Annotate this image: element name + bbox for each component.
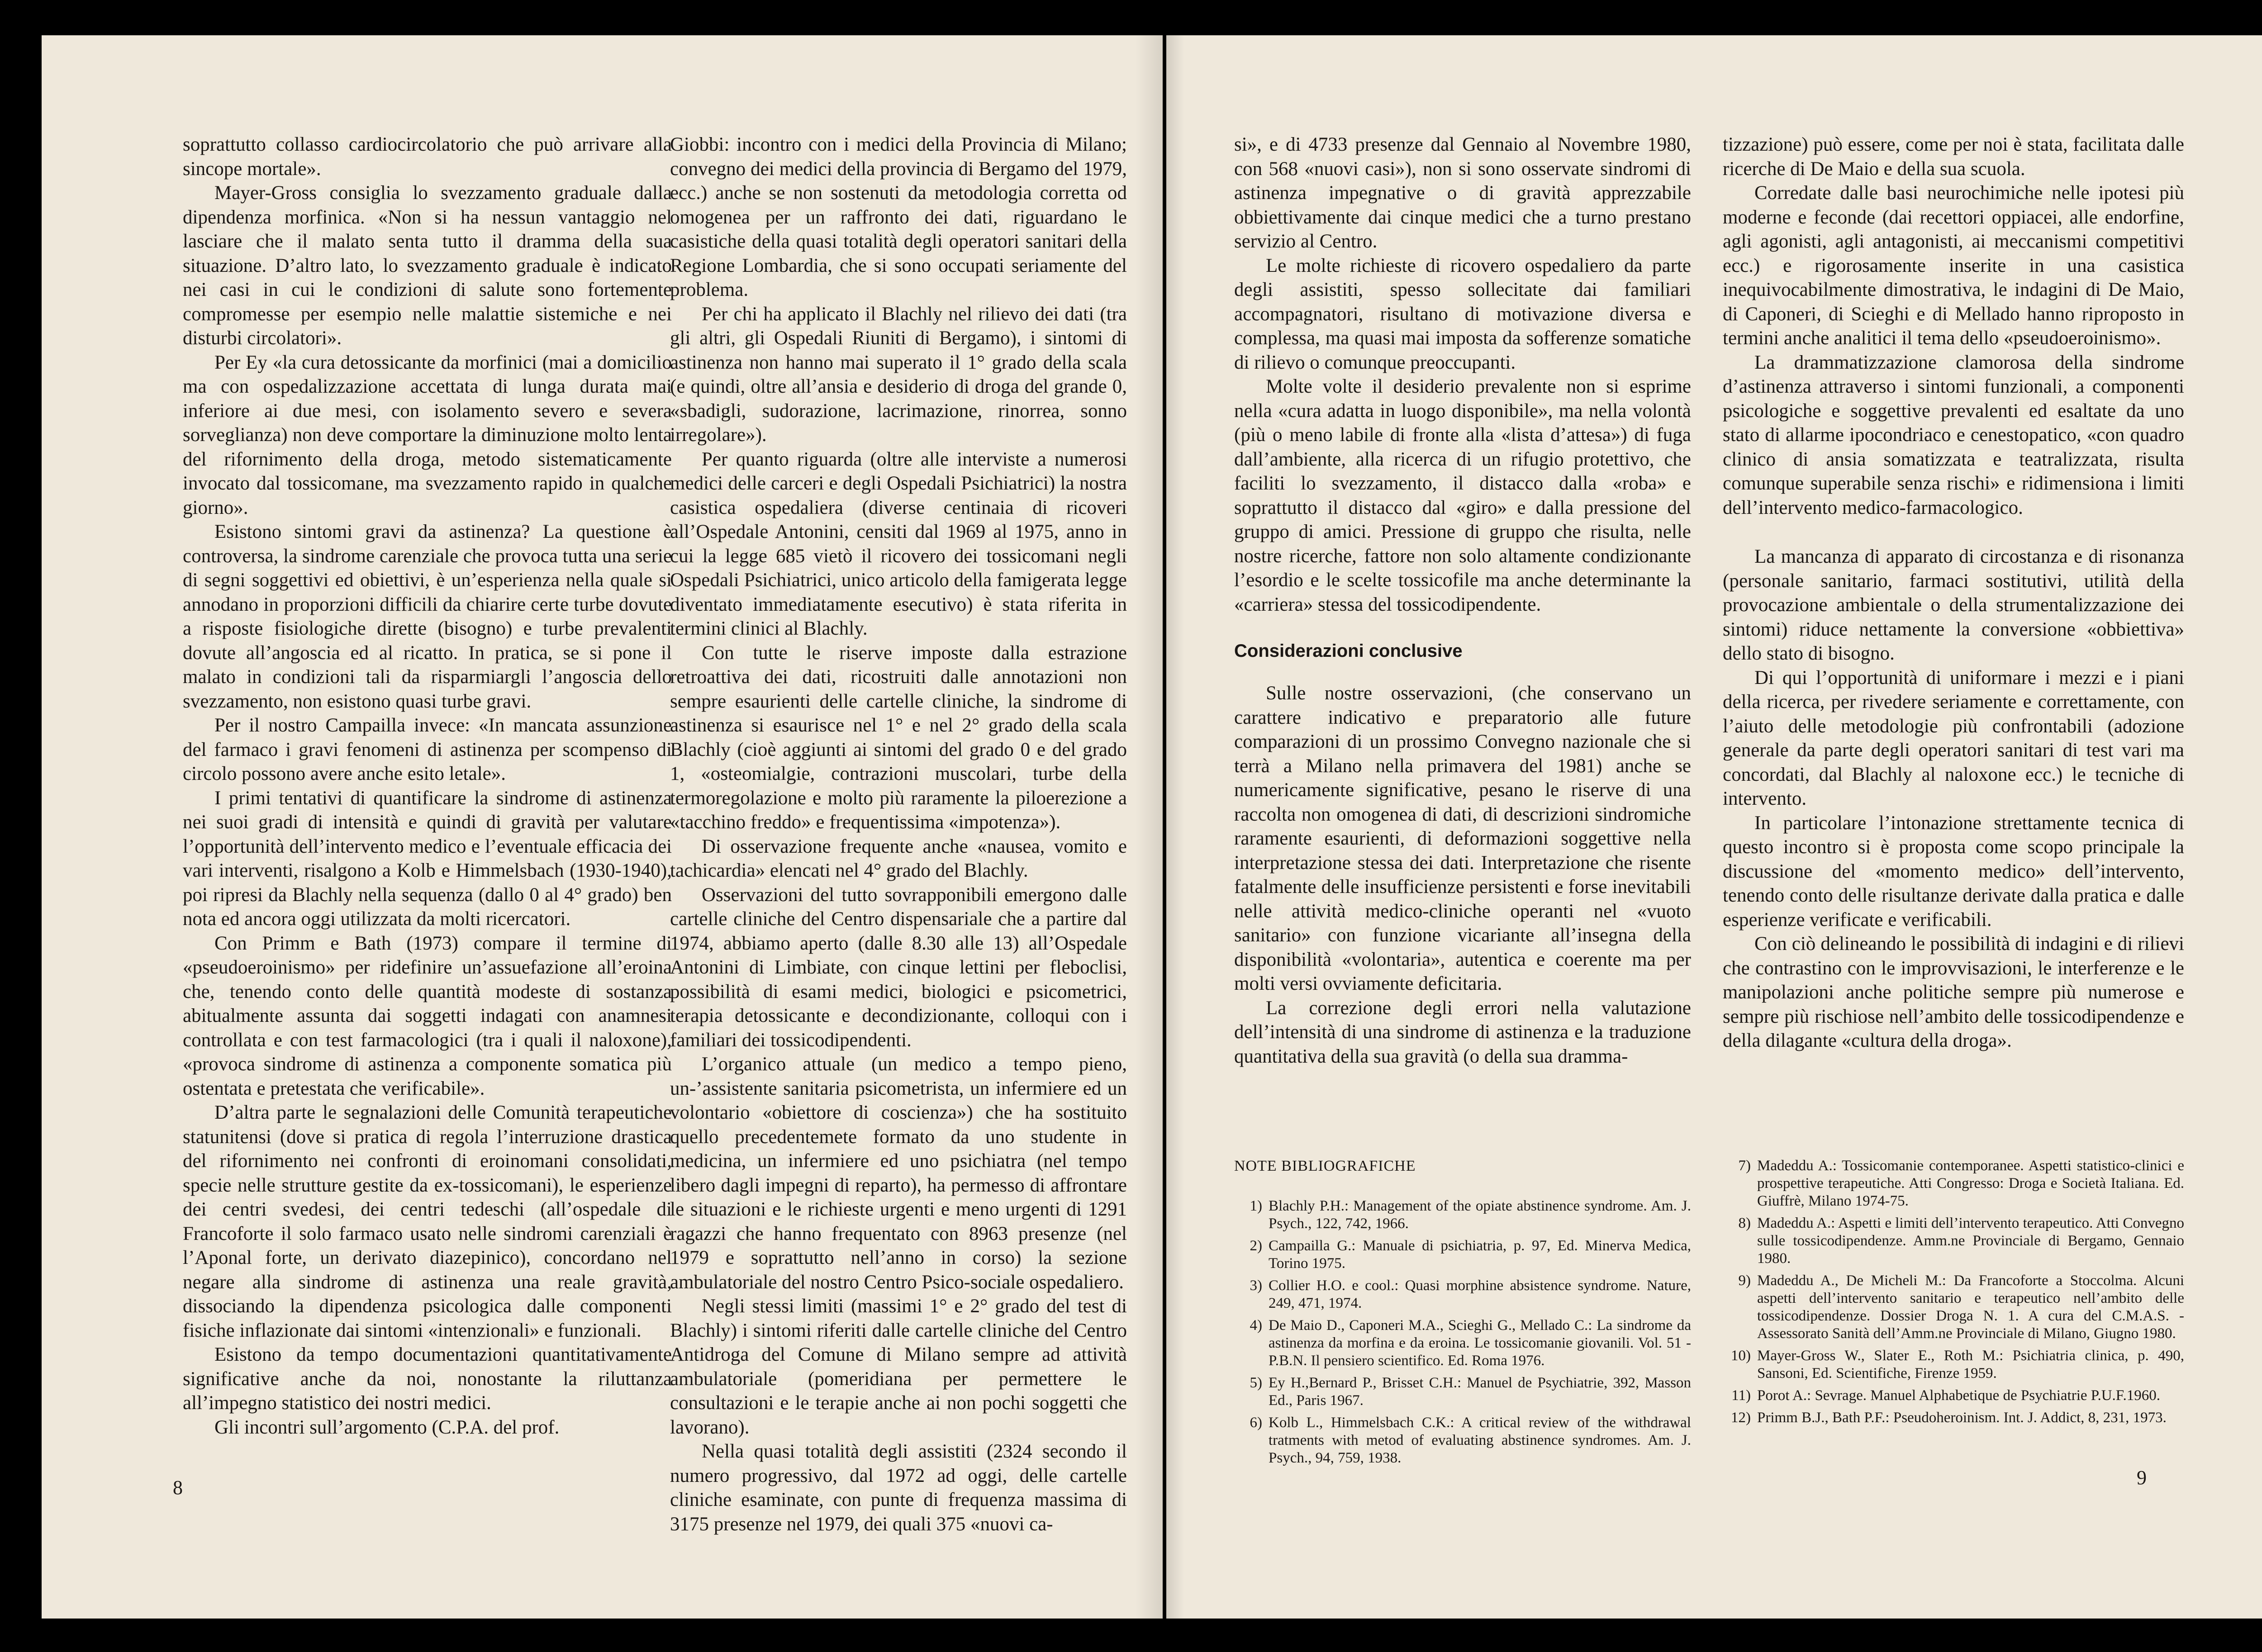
- paragraph: I primi tentativi di quantificare la sindrome di astinenza nei suoi gradi di intensità e quindi di gravità per valutare l’opportunità dell’intervento medico e l’eventuale efficacia dei vari interventi, risalgono a Kolb e Himmelsbach (1930-1940), poi ripresi da Blachly nella sequenza (dallo 0 al 4° grado) ben nota ed ancora oggi utilizzata da molti ricercatori.: [183, 787, 672, 930]
- bibliography-entry-number: 11): [1731, 1387, 1751, 1404]
- bibliography-entry: [1234, 1374, 1691, 1410]
- bibliography-entry: [1234, 1197, 1691, 1233]
- bibliography-entry-text: Madeddu A., De Micheli M.: Da Francoforte a Stoccolma. Alcuni aspetti dell’intervento sanitario e terapeutico nell’ambito delle tossicodipendenze. Dossier Droga N. 1. A cura del C.M.A.S. - Assessorato Sanità dell’Amm.ne Provinciale di Milano, Giugno 1980.: [1757, 1272, 2184, 1342]
- right-page: [1166, 35, 2262, 1619]
- bibliography-entry-number: 5): [1250, 1375, 1262, 1391]
- page-number-right: 9: [2137, 1467, 2147, 1489]
- bibliography-entry-number: 2): [1250, 1238, 1262, 1254]
- paragraph: Per Ey «la cura detossicante da morfinici (mai a domicilio ma con ospedalizzazione accettata di lunga durata mai inferiore ai due mesi, con isolamento severo e severa sorveglianza) non deve comportare la diminuzione molto lenta del rifornimento della droga, metodo sistematicamente invocato dal tossicomane, ma svezzamento rapido in qualche giorno».: [183, 351, 672, 518]
- spine-shadow: [1166, 35, 1184, 1619]
- left-page: [42, 35, 1163, 1619]
- paragraph: La mancanza di apparato di circostanza e di risonanza (personale sanitario, farmaci sostitutivi, utilità della provocazione ambientale o della strumentalizzazione dei sintomi) riduce nettamente la conversione «obbiettiva» dello stato di bisogno.: [1723, 546, 2184, 664]
- bibliography-entry-text: Porot A.: Sevrage. Manuel Alphabetique de Psychiatrie P.U.F.1960.: [1757, 1387, 2160, 1404]
- paragraph: Le molte richieste di ricovero ospedaliero da parte degli assistiti, spesso sollecitate dai familiari accompagnatori, risultano di motivazione diversa e complessa, ma quasi mai imposta da sofferenze somatiche di rilievo o comunque preoccupanti.: [1234, 255, 1691, 373]
- bibliography-entry-text: Collier H.O. e cool.: Quasi morphine absistence syndrome. Nature, 249, 471, 1974.: [1269, 1277, 1691, 1311]
- bibliography-entry-number: 8): [1738, 1215, 1751, 1231]
- bibliography-entry: [1234, 1237, 1691, 1272]
- paragraph: Con Primm e Bath (1973) compare il termine di «pseudoeroinismo» per ridefinire un’assuefazione all’eroina che, tenendo conto delle quantità modeste di sostanza abitualmente assunta dai soggetti indagati con anamnesi controllata e con test farmacologici (tra i quali il naloxone), «provoca sindrome di astinenza a componente somatica più ostentata e pretestata che verificabile».: [183, 932, 672, 1099]
- paragraph: Esistono da tempo documentazioni quantitativamente significative anche da noi, nonostante la riluttanza all’impegno statistico dei nostri medici.: [183, 1344, 672, 1414]
- bibliography-list-right: [1723, 1157, 2184, 1427]
- paragraph: Molte volte il desiderio prevalente non si esprime nella «cura adatta in luogo disponibile», ma nella volontà (più o meno labile di fronte alla «lista d’attesa») di fuga dall’ambiente, alla ricerca di un rifugio protettivo, che faciliti lo svezzamento, il distacco dalla «roba» e soprattutto il distacco dal «giro» e dalla pressione del gruppo di amici. Pressione di gruppo che risulta, nelle nostre ricerche, fattore non solo altamente condizionante l’esordio e le scelte tossicofile ma anche determinante la «carriera» stessa del tossicodipendente.: [1234, 376, 1691, 615]
- bibliography-entry: [1234, 1414, 1691, 1467]
- paragraph: In particolare l’intonazione strettamente tecnica di questo incontro si è proposta come scopo principale la discussione del «momento medico» dell’intervento, tenendo conto delle risultanze derivate dalla pratica e dalle esperienze verificate e verificabili.: [1723, 812, 2184, 930]
- paragraph: La drammatizzazione clamorosa della sindrome d’astinenza attraverso i sintomi funzionali, a componenti psicologiche e soggettive prevalenti ed esaltate da uno stato di allarme ipocondriaco e cenestopatico, «con quadro clinico di ansia somatizzata e teatralizzata, risulta comunque superabile senza rischi» e ridimensiona i limiti dell’intervento medico-farmacologico.: [1723, 351, 2184, 518]
- bibliography-entry-text: Campailla G.: Manuale di psichiatria, p. 97, Ed. Minerva Medica, Torino 1975.: [1269, 1238, 1691, 1272]
- paragraph: Gli incontri sull’argomento (C.P.A. del prof.: [214, 1416, 560, 1438]
- paragraph: Corredate dalle basi neurochimiche nelle ipotesi più moderne e feconde (dai recettori oppiacei, alle endorfine, agli agonisti, agli antagonisti, ai meccanismi competitivi ecc.) e rigorosamente inserite in una casistica inequivocabilmente dimostrativa, le indagini di De Maio, di Caponeri, di Scieghi e di Mellado hanno riproposto in termini anche analitici il tema dello «pseudoeroinismo».: [1723, 182, 2184, 349]
- bibliography-entry: [1723, 1347, 2184, 1382]
- bibliography-entry-text: Mayer-Gross W., Slater E., Roth M.: Psichiatria clinica, p. 490, Sansoni, Ed. Scientifiche, Firenze 1959.: [1757, 1348, 2184, 1381]
- bibliography-entry-text: Ey H.,Bernard P., Brisset C.H.: Manuel de Psychiatrie, 392, Masson Ed., Paris 1967.: [1269, 1375, 1691, 1409]
- paragraph: Di qui l’opportunità di uniformare i mezzi e i piani della ricerca, per rivedere seriamente e correttamente, con l’aiuto delle metodologie più confrontabili (adozione generale da parte degli operatori sanitari di test vari ma concordati, dal Blachly al naloxone ecc.) le tecniche di intervento.: [1723, 667, 2184, 809]
- bibliography-entry-text: Madeddu A.: Tossicomanie contemporanee. Aspetti statistico-clinici e prospettive terapeutiche. Atti Congresso: Droga e Società Italiana. Ed. Giuffrè, Milano 1974-75.: [1757, 1158, 2184, 1209]
- paragraph: Negli stessi limiti (massimi 1° e 2° grado del test di Blachly) i sintomi riferiti dalle cartelle cliniche del Centro Antidroga del Comune di Milano sempre ad attività ambulatoriale (pomeridiana per permettere le consultazioni e le terapie anche ai non pochi soggetti che lavorano).: [670, 1296, 1127, 1438]
- bibliography-entry: [1234, 1317, 1691, 1370]
- paragraph: Sulle nostre osservazioni, (che conservano un carattere indicativo e preparatorio alle future comparazioni di un prossimo Convegno nazionale che si terrà a Milano nella primavera del 1981) anche se numericamente significative, pesano le riserve di una raccolta non omogenea di dati, di descrizioni sindromiche raramente esaurienti, di deformazioni soggettive nella interpretazione stessa dei dati. Interpretazione che risente fatalmente delle insufficienze persistenti e forse inevitabili nelle attività medico-cliniche operanti nel «vuoto sanitario» con funzione vicariante all’insegna della disponibilità «volontaria», autentica e coerente ma per molti versi ovviamente deficitaria.: [1234, 683, 1691, 994]
- bibliography-entry: [1723, 1387, 2184, 1405]
- spine-shadow: [1136, 35, 1163, 1619]
- paragraph: Esistono sintomi gravi da astinenza? La questione è controversa, la sindrome carenziale che provoca tutta una serie di segni soggettivi ed obiettivi, è un’esperienza nella quale si annodano in proporzioni difficili da chiarire certe turbe dovute a risposte fisiologiche dirette (bisogno) e turbe prevalenti dovute all’angoscia ed al ricatto. In pratica, se si pone il malato in condizioni tali da risparmiargli l’angoscia dello svezzamento, non esistono quasi turbe gravi.: [183, 521, 672, 712]
- bibliography-title: NOTE BIBLIOGRAFICHE: [1234, 1158, 1416, 1174]
- page-number-left: 8: [173, 1476, 183, 1499]
- paragraph: Mayer-Gross consiglia lo svezzamento graduale dalla dipendenza morfinica. «Non si ha nessun vantaggio nel lasciare che il malato senta tutto il dramma della sua situazione. D’altro lato, lo svezzamento graduale è indicato nei casi in cui le condizioni di salute sono fortemente compromesse per esempio nelle malattie sistemiche e nei disturbi circolatori».: [183, 182, 672, 349]
- bibliography-entry-number: 3): [1250, 1277, 1262, 1294]
- paragraph: si», e di 4733 presenze dal Gennaio al Novembre 1980, con 568 «nuovi casi»), non si sono osservate sindromi di astinenza impegnative o di gravità apprezzabile obbiettivamente dai cinque medici che a turno prestano servizio al Centro.: [1234, 134, 1691, 252]
- bibliography-entry-text: De Maio D., Caponeri M.A., Scieghi G., Mellado C.: La sindrome da astinenza da morfina e da eroina. Le tossicomanie giovanili. Vol. 51 - P.B.N. Il pensiero scientifico. Ed. Roma 1976.: [1269, 1317, 1691, 1369]
- paragraph: tizzazione) può essere, come per noi è stata, facilitata dalle ricerche di De Maio e della sua scuola.: [1723, 134, 2184, 180]
- paragraph: Con tutte le riserve imposte dalla estrazione retroattiva dei dati, ricostruiti dalle annotazioni non sempre esaurienti delle cartelle cliniche, la sindrome di astinenza si esaurisce nel 1° e nel 2° grado della scala Blachly (cioè aggiunti ai sintomi del grado 0 e del grado 1, «osteomialgie, contrazioni muscolari, turbe della termoregolazione e molto più raramente la piloerezione a «tacchino freddo» e frequentissima «impotenza»).: [670, 642, 1127, 833]
- paragraph: Per quanto riguarda (oltre alle interviste a numerosi medici delle carceri e degli Ospedali Psichiatrici) la nostra casistica ospedaliera (diverse centinaia di ricoveri all’Ospedale Antonini, censiti dal 1969 al 1975, anno in cui la legge 685 vietò il ricovero dei tossicomani negli Ospedali Psichiatrici, unico articolo della famigerata legge diventato immediatamente esecutivo) è stata riferita in termini clinici al Blachly.: [670, 448, 1127, 639]
- bibliography-list-left: [1234, 1197, 1691, 1467]
- section-heading: Considerazioni conclusive: [1234, 641, 1463, 661]
- bibliography-entry-text: Madeddu A.: Aspetti e limiti dell’intervento terapeutico. Atti Convegno sulle tossicodipendenze. Amm.ne Provinciale di Bergamo, Gennaio 1980.: [1757, 1215, 2184, 1267]
- bibliography-entry-number: 12): [1731, 1410, 1751, 1426]
- paragraph: D’altra parte le segnalazioni delle Comunità terapeutiche statunitensi (dove si pratica di regola l’interruzione drastica del rifornimento nei confronti di eroinomani consolidati, specie nelle strutture gestite da ex-tossicomani), le esperienze dei centri svedesi, dei centri tedeschi (all’ospedale di Francoforte il solo farmaco usato nelle sindromi carenziali è l’Aponal forte, un derivato diazepinico), concordano nel negare alla sindrome di astinenza una reale gravità, dissociando la dipendenza psicologica dalle componenti fisiche inflazionate dai sintomi «intenzionali» e funzionali.: [183, 1102, 672, 1341]
- paragraph: Per chi ha applicato il Blachly nel rilievo dei dati (tra gli altri, gli Ospedali Riuniti di Bergamo), i sintomi di astinenza non hanno mai superato il 1° grado della scala (e quindi, oltre all’ansia e desiderio di droga del grande 0, «sbadigli, sudorazione, lacrimazione, rinorrea, sonno irregolare»).: [670, 303, 1127, 446]
- bibliography-entry-number: 6): [1250, 1415, 1262, 1431]
- bibliography-entry: [1234, 1277, 1691, 1312]
- bibliography-entry: [1723, 1215, 2184, 1267]
- bibliography-entry-text: Blachly P.H.: Management of the opiate abstinence syndrome. Am. J. Psych., 122, 742, 1966.: [1269, 1198, 1691, 1232]
- paragraph: Nella quasi totalità degli assistiti (2324 secondo il numero progressivo, dal 1972 ad oggi, delle cartelle cliniche esaminate, con punte di frequenza massima di 3175 presenze nel 1979, dei quali 375 «nuovi ca-: [670, 1441, 1127, 1535]
- right-column-2: [1723, 133, 2184, 1053]
- bibliography-entry-number: 10): [1731, 1348, 1751, 1364]
- right-column-1: [1234, 133, 1691, 1068]
- right-column-1-top: [1234, 133, 1691, 617]
- bibliography-entry-number: 4): [1250, 1317, 1262, 1334]
- paragraph: Per il nostro Campailla invece: «In mancata assunzione del farmaco i gravi fenomeni di astinenza per scompenso di circolo possono avere anche esito letale».: [183, 715, 672, 784]
- bibliography-entry-number: 7): [1738, 1158, 1751, 1174]
- bibliography-right: [1723, 1157, 2184, 1431]
- bibliography-entry-text: Primm B.J., Bath P.F.: Pseudoheroinism. Int. J. Addict, 8, 231, 1973.: [1757, 1410, 2167, 1426]
- paragraph: Con ciò delineando le possibilità di indagini e di rilievi che contrastino con le improvvisazioni, le interferenze e le manipolazioni anche politiche sempre più numerose e sempre più rischiose nell’ambito delle tossicodipendenze e della dilagante «cultura della droga».: [1723, 933, 2184, 1051]
- paragraph: Di osservazione frequente anche «nausea, vomito e tachicardia» elencati nel 4° grado del Blachly.: [670, 835, 1127, 881]
- bibliography-entry-number: 1): [1250, 1198, 1262, 1214]
- bibliography-entry-text: Kolb L., Himmelsbach C.K.: A critical review of the withdrawal tratments with metod of evaluating abstinence syndromes. Am. J. Psych., 94, 759, 1938.: [1269, 1415, 1691, 1466]
- paragraph: Giobbi: incontro con i medici della Provincia di Milano; convegno dei medici della provincia di Bergamo del 1979, ecc.) anche se non sostenuti da metodologia corretta od omogenea per un raffronto dei dati, riguardano le casistiche della quasi totalità degli operatori sanitari della Regione Lombardia, che si sono occupati seriamente del problema.: [670, 134, 1127, 300]
- bibliography-entry-number: 9): [1738, 1272, 1751, 1289]
- right-column-1-conclusions: [1234, 681, 1691, 1068]
- bibliography-entry: [1723, 1272, 2184, 1343]
- paragraph: soprattutto collasso cardiocircolatorio che può arrivare alla sincope mortale».: [183, 134, 672, 180]
- bibliography-entry: [1723, 1409, 2184, 1427]
- left-column-2: [670, 133, 1127, 1536]
- paragraph: L’organico attuale (un medico a tempo pieno, un-’assistente sanitaria psicometrista, un infermiere ed un volontario «obiettore di coscienza») che ha sostituito quello precedentemete formato da uno studente in medicina, un infermiere ed uno psichiatra (nel tempo libero dagli impegni di reparto), ha permesso di affrontare le situazioni e le richieste urgenti e meno urgenti di 1291 ragazzi che hanno frequentato con 8963 presenze (nel 1979 e soprattutto nell’anno in corso) la sezione ambulatoriale del nostro Centro Psico-sociale ospedaliero.: [670, 1054, 1127, 1293]
- left-column-1: [183, 133, 672, 1439]
- bibliography-left: [1234, 1157, 1691, 1472]
- paragraph: La correzione degli errori nella valutazione dell’intensità di una sindrome di astinenza e la traduzione quantitativa della sua gravità (o della sua dramma-: [1234, 997, 1691, 1067]
- bibliography-entry: [1723, 1157, 2184, 1210]
- paragraph: Osservazioni del tutto sovrapponibili emergono dalle cartelle cliniche del Centro dispensariale che a partire dal 1974, abbiamo aperto (dalle 8.30 alle 13) all’Ospedale Antonini di Limbiate, con cinque lettini per fleboclisi, possibilità di esami medici, biologici e psicometrici, terapia detossicante e decondizionante, colloqui con i familiari dei tossicodipendenti.: [670, 884, 1127, 1051]
